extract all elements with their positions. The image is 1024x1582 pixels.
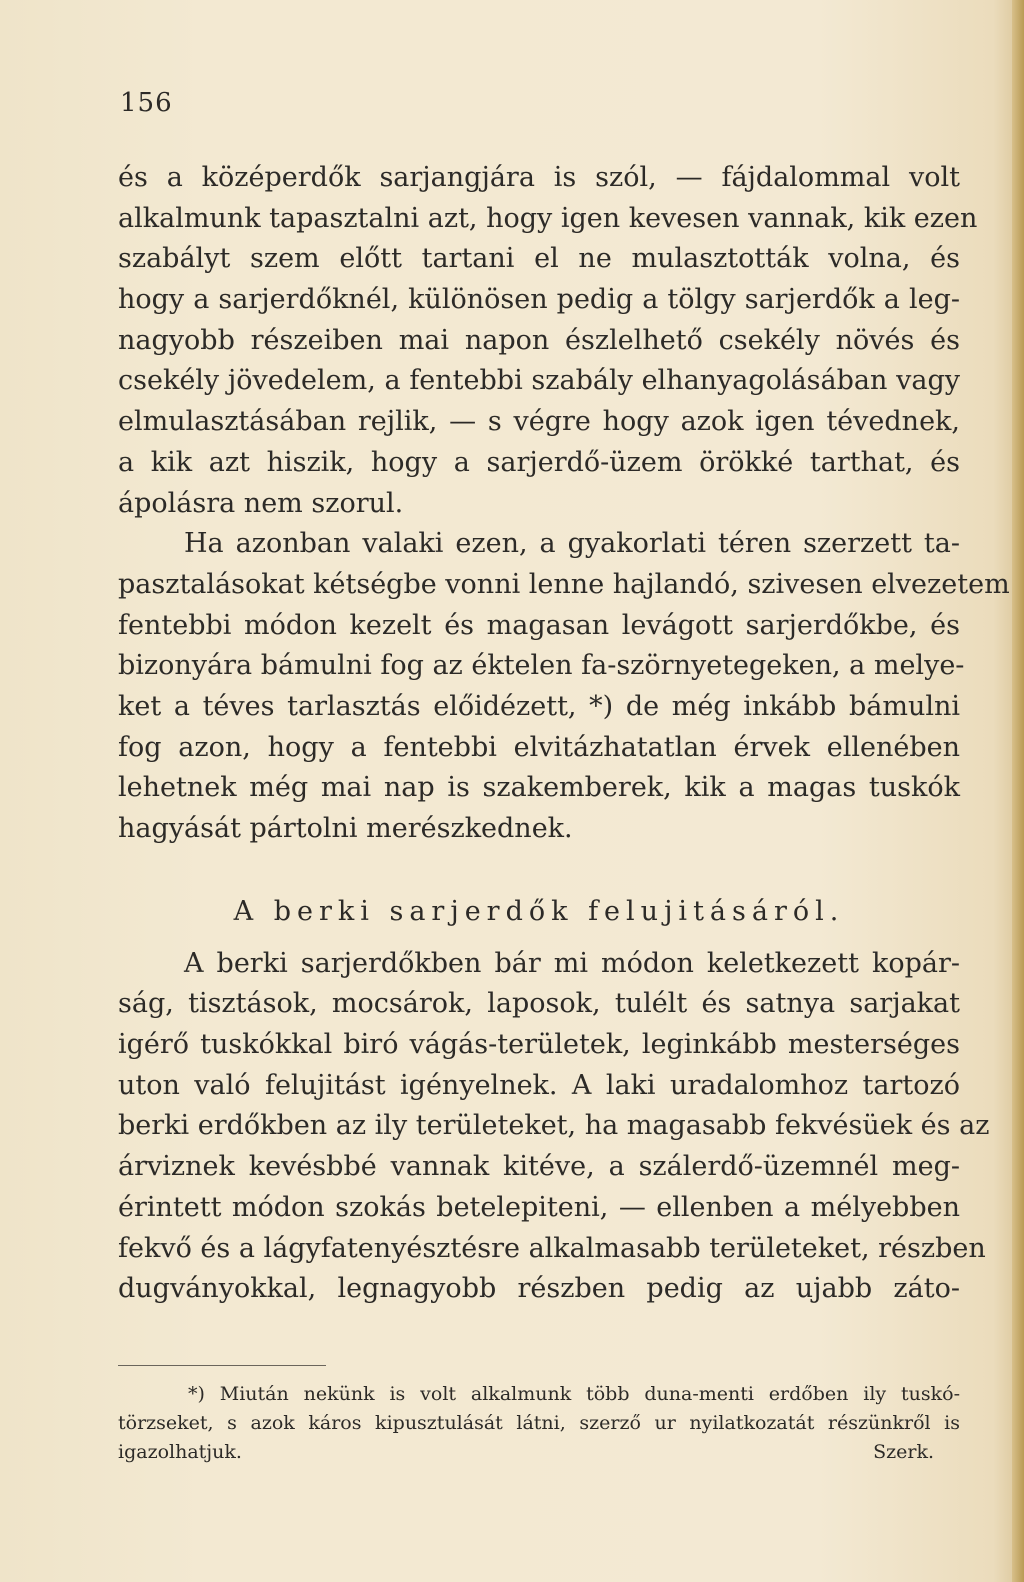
text-line: lehetnek még mai nap is szakemberek, kik a magas tuskók bbox=[118, 772, 960, 804]
text-line: és a középerdők sarjangjára is szól, — fájdalommal volt bbox=[118, 162, 960, 193]
text-line: Ha azonban valaki ezen, a gyakorlati téren szerzett ta- bbox=[184, 528, 960, 560]
paragraph-3 bbox=[118, 944, 990, 1310]
text-line: nagyobb részeiben mai napon észlelhető csekély növés és bbox=[118, 324, 960, 356]
text-line: bizonyára bámulni fog az éktelen fa-szörnyetegeken, a melye- bbox=[118, 650, 965, 682]
section-heading: A berki sarjerdők felujitásáról. bbox=[233, 895, 845, 927]
text-line: alkalmunk tapasztalni azt, hogy igen kevesen vannak, kik ezen bbox=[118, 202, 978, 234]
text-line: hagyását pártolni merészkednek. bbox=[118, 813, 573, 844]
text-line: fog azon, hogy a fentebbi elvitázhatatlan érvek ellenében bbox=[118, 731, 960, 763]
paragraph-1 bbox=[118, 158, 978, 524]
footnote-line: *) Miután nekünk is volt alkalmunk több duna-menti erdőben ily tuskó- bbox=[188, 1383, 960, 1405]
text-line: fekvő és a lágyfatenyésztésre alkalmasabb területeket, részben bbox=[118, 1232, 986, 1264]
text-line: berki erdőkben az ily területeket, ha magasabb fekvésüek és az bbox=[118, 1110, 990, 1142]
footnote-divider bbox=[118, 1365, 326, 1366]
text-line: pasztalásokat kétségbe vonni lenne hajlandó, szivesen elvezetem bbox=[118, 568, 1010, 600]
footnote bbox=[118, 1380, 960, 1467]
text-line: ság, tisztások, mocsárok, laposok, tulélt és satnya sarjakat bbox=[118, 988, 960, 1020]
body-text bbox=[118, 158, 1010, 1310]
text-line: érintett módon szokás betelepiteni, — ellenben a mélyebben bbox=[118, 1191, 960, 1223]
text-line: igérő tuskókkal biró vágás-területek, leginkább mesterséges bbox=[118, 1029, 960, 1061]
footnote-line: törzseket, s azok káros kipusztulását látni, szerző ur nyilatkozatát részünkről is bbox=[118, 1412, 960, 1434]
text-line: fentebbi módon kezelt és magasan levágott sarjerdőkbe, és bbox=[118, 609, 960, 641]
footnote-signature: Szerk. bbox=[873, 1441, 934, 1463]
text-line: szabályt szem előtt tartani el ne mulasztották volna, és bbox=[118, 243, 960, 275]
text-line: ápolásra nem szorul. bbox=[118, 487, 404, 519]
text-line: csekély jövedelem, a fentebbi szabály elhanyagolásában vagy bbox=[118, 365, 960, 397]
text-line: uton való felujitást igényelnek. A laki uradalomhoz tartozó bbox=[118, 1069, 960, 1101]
text-line: a kik azt hiszik, hogy a sarjerdő-üzem örökké tarthat, és bbox=[118, 446, 960, 478]
footnote-last-line bbox=[118, 1438, 960, 1467]
text-line: elmulasztásában rejlik, — s végre hogy azok igen tévednek, bbox=[118, 406, 960, 438]
text-line: ket a téves tarlasztás előidézett, *) de még inkább bámulni bbox=[118, 690, 960, 722]
text-line: dugványokkal, legnagyobb részben pedig az ujabb záto- bbox=[118, 1273, 960, 1305]
text-line: A berki sarjerdőkben bár mi módon keletkezett kopár- bbox=[184, 947, 960, 979]
text-line: hogy a sarjerdőknél, különösen pedig a tölgy sarjerdők a leg- bbox=[118, 284, 960, 316]
text-line: árviznek kevésbbé vannak kitéve, a szálerdő-üzemnél meg- bbox=[118, 1151, 960, 1183]
paragraph-2 bbox=[118, 524, 1010, 850]
footnote-line: igazolhatjuk. bbox=[118, 1441, 242, 1463]
page-number: 156 bbox=[120, 88, 173, 118]
page-edge bbox=[1012, 0, 1024, 1582]
